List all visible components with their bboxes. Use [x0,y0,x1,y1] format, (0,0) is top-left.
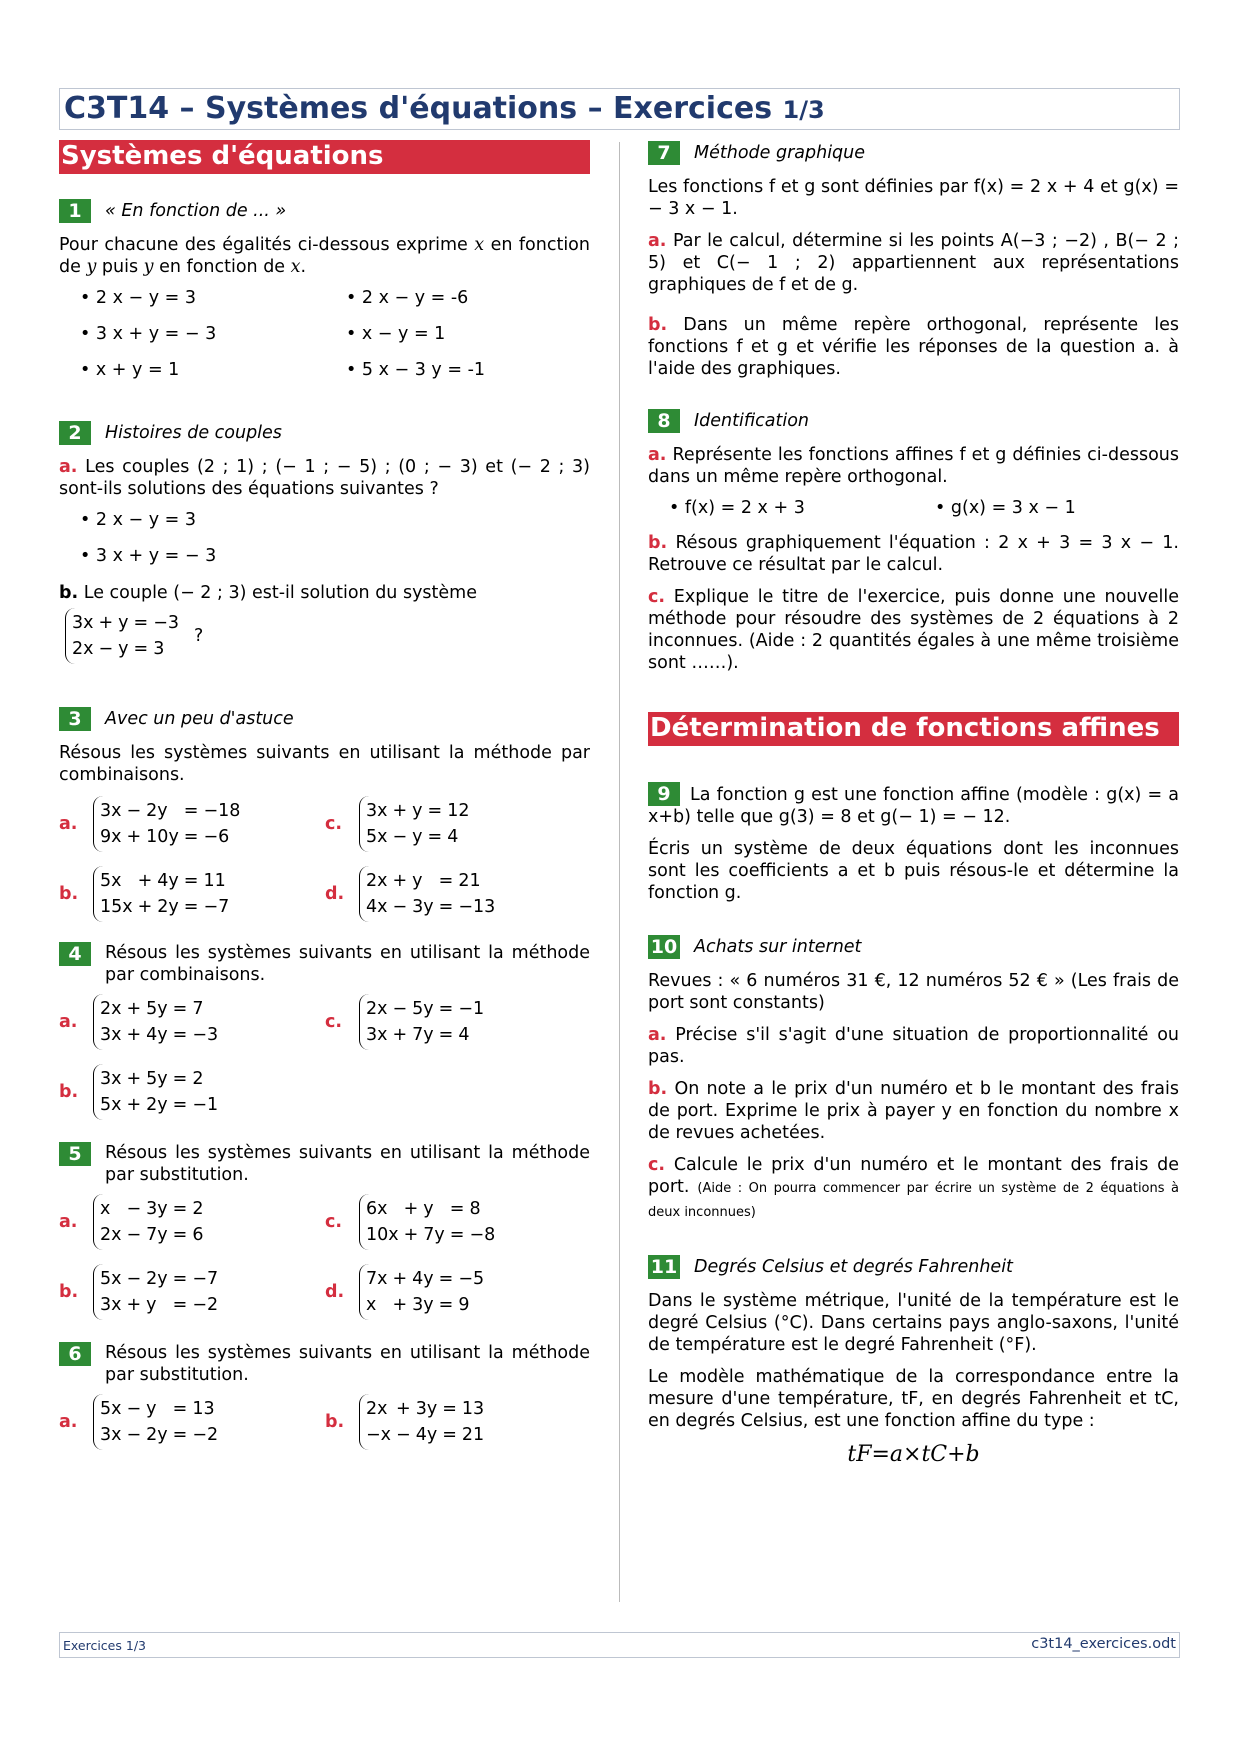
right-column [648,140,1179,1467]
equation-system: b. 5x − 2y = −7 3x + y = −2 [59,1264,325,1320]
equation-list [59,288,590,380]
exercise-number: 9 [648,782,680,806]
list-item: • 3 x + y = − 3 [80,546,217,566]
systems-grid [59,796,590,922]
equation-system: b. 5x + 4y = 11 15x + 2y = −7 [59,866,325,922]
equation-system: c. 2x − 5y = −1 3x + 7y = 4 [325,994,590,1050]
question-a: a. Précise s'il s'agit d'une situation de proportionnalité ou pas. [648,1025,1179,1067]
exercise-title: « En fonction de ... » [105,201,287,221]
exercise-number: 2 [59,421,91,445]
exercise-title: Méthode graphique [694,143,866,163]
equation-system: a. 2x + 5y = 7 3x + 4y = −3 [59,994,325,1050]
list-item: • 5 x − 3 y = -1 [346,360,486,380]
exercise-text: 4 Résous les systèmes suivants en utilisant la méthode par combinaisons. [59,942,590,986]
exercise-3 [59,706,590,922]
exercise-number: 4 [59,942,91,966]
systems-grid [59,994,590,1120]
list-item: • g(x) = 3 x − 1 [935,498,1076,518]
exercise-11 [648,1254,1179,1467]
exercise-title: Identification [694,411,810,431]
footer-right: c3t14_exercices.odt [1031,1636,1176,1652]
exercise-6 [59,1342,590,1450]
exercise-intro: Revues : « 6 numéros 31 €, 12 numéros 52 € » (Les frais de port sont constants) [648,971,1179,1013]
equation-system: c. 6x + y = 8 10x + 7y = −8 [325,1194,590,1250]
list-item: • x + y = 1 [80,360,180,380]
exercise-text: 5 Résous les systèmes suivants en utilisant la méthode par substitution. [59,1142,590,1186]
exercise-text: Écris un système de deux équations dont les inconnues sont les coefficients a et b puis résous-le et détermine la fonction g. [648,839,1179,903]
function-list [648,498,1179,518]
question-b: b. Dans un même repère orthogonal, représente les fonctions f et g et vérifie les réponses de la question a. à l'aide des graphiques. [648,315,1179,379]
exercise-number: 11 [648,1255,680,1279]
question-b: b. Le couple (− 2 ; 3) est-il solution du système [59,583,477,603]
question-b: b. On note a le prix d'un numéro et b le montant des frais de port. Exprime le prix à payer y en fonction du nombre x de revues achetées. [648,1079,1179,1143]
left-column [59,140,590,1456]
equation-system: c. 3x + y = 12 5x − y = 4 [325,796,590,852]
list-item: • 2 x − y = -6 [346,288,469,308]
equation-system: d. 7x + 4y = −5 x + 3y = 9 [325,1264,590,1320]
exercise-7 [648,140,1179,380]
section-heading: Détermination de fonctions affines [648,712,1179,746]
footer-left: Exercices 1/3 [63,1638,146,1653]
question-c: c. Explique le titre de l'exercice, puis donne une nouvelle méthode pour résoudre des systèmes de 2 équations à 2 inconnues. (Aide : 2 quantités égales à une même troisième sont ……). [648,587,1179,673]
exercise-title: Degrés Celsius et degrés Fahrenheit [694,1257,1013,1277]
exercise-text: 9 La fonction g est une fonction affine (modèle : g(x) = a x+b) telle que g(3) = 8 et g(− 1) = − 12. [648,783,1179,827]
exercise-2 [59,420,590,664]
exercise-number: 5 [59,1142,91,1166]
equation-list [59,510,590,566]
exercise-number: 6 [59,1342,91,1366]
list-item: • 3 x + y = − 3 [80,324,217,344]
exercise-text: Pour chacune des égalités ci-dessous exprime x en fonction de y puis y en fonction de x. [59,235,590,277]
exercise-text: 6 Résous les systèmes suivants en utilisant la méthode par substitution. [59,1342,590,1386]
exercise-text: Le modèle mathématique de la correspondance entre la mesure d'une température, tF, en degrés Fahrenheit et tC, en degrés Celsius, est une fonction affine du type : [648,1367,1179,1431]
equation-system: a. 5x − y = 13 3x − 2y = −2 [59,1394,325,1450]
equation-system: 3x + y = −3 2x − y = 3 ? [59,608,590,664]
exercise-8 [648,408,1179,674]
exercise-5 [59,1142,590,1320]
equation-system: b. 3x + 5y = 2 5x + 2y = −1 [59,1064,325,1120]
exercise-number: 1 [59,199,91,223]
formula: tF=a×tC+b [847,1442,980,1467]
systems-grid [59,1394,590,1450]
exercise-text: Résous les systèmes suivants en utilisant la méthode par combinaisons. [59,743,590,785]
page-footer [59,1632,1180,1658]
systems-grid [59,1194,590,1320]
list-item: • 2 x − y = 3 [80,288,197,308]
page-header [59,88,1180,130]
exercise-number: 7 [648,141,680,165]
section-heading: Systèmes d'équations [59,140,590,174]
question-a: a. Représente les fonctions affines f et g définies ci-dessous dans un même repère orthogonal. [648,445,1179,487]
list-item: • 2 x − y = 3 [80,510,197,530]
exercise-title: Avec un peu d'astuce [105,709,294,729]
exercise-9 [648,782,1179,904]
exercise-number: 3 [59,707,91,731]
list-item: • f(x) = 2 x + 3 [669,498,805,518]
question-a: a. Les couples (2 ; 1) ; (− 1 ; − 5) ; (0 ; − 3) et (− 2 ; 3) sont-ils solutions des équations suivantes ? [59,457,590,499]
exercise-title: Achats sur internet [694,937,862,957]
exercise-4 [59,942,590,1120]
question-b: b. Résous graphiquement l'équation : 2 x + 3 = 3 x − 1. Retrouve ce résultat par le calcul. [648,533,1179,575]
list-item: • x − y = 1 [346,324,446,344]
exercise-1 [59,198,590,380]
exercise-title: Histoires de couples [105,423,282,443]
exercise-10 [648,934,1179,1224]
exercise-number: 8 [648,409,680,433]
column-divider [619,142,620,1602]
equation-system: b. 2x + 3y = 13 −x − 4y = 21 [325,1394,590,1450]
question-a: a. Par le calcul, détermine si les points A(−3 ; −2) , B(− 2 ; 5) et C(− 1 ; 2) appartiennent aux représentations graphiques de f et de g. [648,231,1179,295]
exercise-intro: Les fonctions f et g sont définies par f(x) = 2 x + 4 et g(x) = − 3 x − 1. [648,177,1179,219]
question-c: c. Calcule le prix d'un numéro et le montant des frais de port. (Aide : On pourra commencer par écrire un système de 2 équations à deux inconnues) [648,1155,1179,1220]
exercise-text: Dans le système métrique, l'unité de la température est le degré Celsius (°C). Dans certains pays anglo-saxons, l'unité de température est le degré Fahrenheit (°F). [648,1291,1179,1355]
equation-system: a. 3x − 2y = −18 9x + 10y = −6 [59,796,325,852]
page-title: C3T14 – Systèmes d'équations – Exercices 1/3 [64,91,825,126]
equation-system: d. 2x + y = 21 4x − 3y = −13 [325,866,590,922]
equation-system: a. x − 3y = 2 2x − 7y = 6 [59,1194,325,1250]
exercise-number: 10 [648,935,680,959]
